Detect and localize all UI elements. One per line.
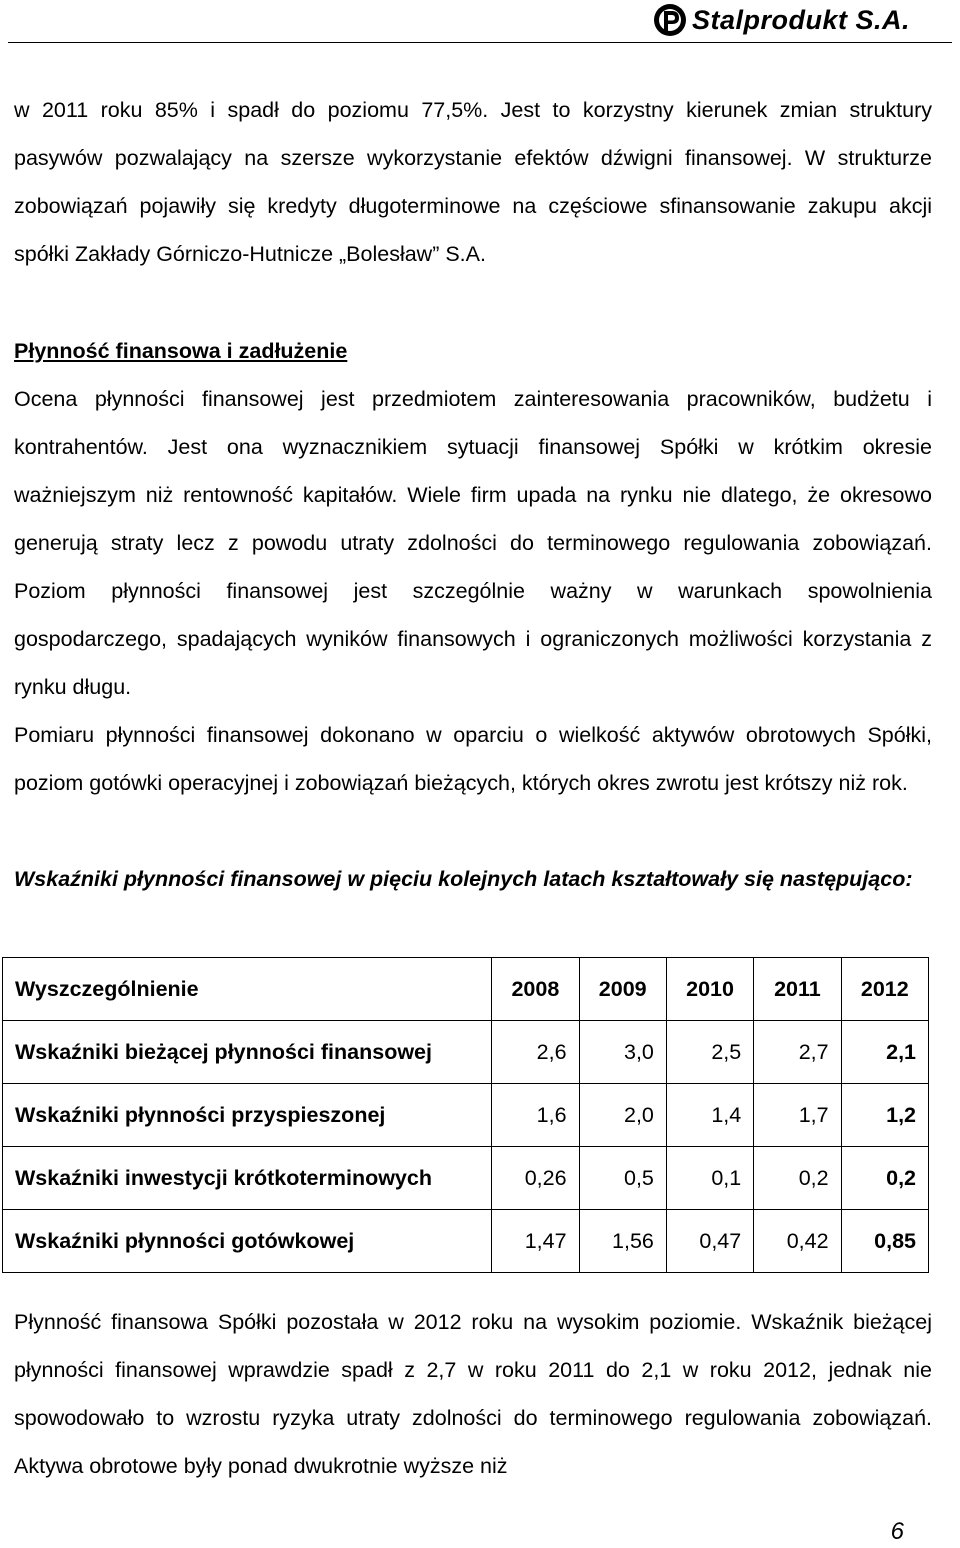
table-cell: 1,56 bbox=[579, 1210, 666, 1273]
table-cell: 2,7 bbox=[754, 1021, 841, 1084]
table-row-label: Wskaźniki płynności gotówkowej bbox=[3, 1210, 492, 1273]
table-cell: 0,85 bbox=[841, 1210, 928, 1273]
table-row bbox=[3, 1084, 929, 1147]
header-divider bbox=[8, 42, 952, 43]
table-cell: 0,2 bbox=[754, 1147, 841, 1210]
table-cell: 1,47 bbox=[492, 1210, 579, 1273]
table-header-cell: 2010 bbox=[666, 958, 753, 1021]
table-cell: 0,47 bbox=[666, 1210, 753, 1273]
table-header-cell: 2012 bbox=[841, 958, 928, 1021]
company-name: Stalprodukt S.A. bbox=[691, 4, 910, 35]
table-row bbox=[3, 1021, 929, 1084]
table-header-cell: Wyszczególnienie bbox=[3, 958, 492, 1021]
table-cell: 0,26 bbox=[492, 1147, 579, 1210]
table-header-cell: 2008 bbox=[492, 958, 579, 1021]
table-cell: 2,6 bbox=[492, 1021, 579, 1084]
table-cell: 2,1 bbox=[841, 1021, 928, 1084]
table-row-label: Wskaźniki płynności przyspieszonej bbox=[3, 1084, 492, 1147]
table-header-cell: 2009 bbox=[579, 958, 666, 1021]
table-row-label: Wskaźniki bieżącej płynności finansowej bbox=[3, 1021, 492, 1084]
table-cell: 0,5 bbox=[579, 1147, 666, 1210]
table-cell: 0,1 bbox=[666, 1147, 753, 1210]
conclusion-paragraph: Płynność finansowa Spółki pozostała w 2012 roku na wysokim poziomie. Wskaźnik bieżącej płynności finansowej wprawdzie spadł z 2,7 w roku 2011 do 2,1 w roku 2012, jednak nie spowodowało to wzrostu ryzyka utraty zdolności do terminowego regulowania zobowiązań. Aktywa obrotowe były ponad dwukrotnie wyższe niż bbox=[14, 1310, 932, 1478]
table-cell: 0,2 bbox=[841, 1147, 928, 1210]
table-cell: 2,5 bbox=[666, 1021, 753, 1084]
table-cell: 0,42 bbox=[754, 1210, 841, 1273]
table-cell: 1,7 bbox=[754, 1084, 841, 1147]
liquidity-intro-paragraph: Ocena płynności finansowej jest przedmiotem zainteresowania pracowników, budżetu i kontrahentów. Jest ona wyznacznikiem sytuacji finansowej Spółki w krótkim okresie ważniejszym niż rentowność kapitałów. Wiele firm upada na rynku nie dlatego, że okresowo generują straty lecz z powodu utraty zdolności do terminowego regulowania zobowiązań. Poziom płynności finansowej jest szczególnie ważny w warunkach spowolnienia gospodarczego, spadających wyników finansowych i ograniczonych możliwości korzystania z rynku długu. bbox=[14, 387, 932, 699]
stalprodukt-logo-icon bbox=[652, 2, 688, 38]
company-logo bbox=[652, 2, 910, 38]
page-header bbox=[0, 0, 960, 46]
page-number: 6 bbox=[890, 1518, 904, 1545]
table-header-cell: 2011 bbox=[754, 958, 841, 1021]
table-row bbox=[3, 1147, 929, 1210]
table-intro-paragraph: Wskaźniki płynności finansowej w pięciu kolejnych latach kształtowały się następująco: bbox=[14, 867, 913, 891]
table-row bbox=[3, 1210, 929, 1273]
table-cell: 2,0 bbox=[579, 1084, 666, 1147]
measurement-paragraph: Pomiaru płynności finansowej dokonano w oparciu o wielkość aktywów obrotowych Spółki, poziom gotówki operacyjnej i zobowiązań bieżących, których okres zwrotu jest krótszy niż rok. bbox=[14, 723, 932, 795]
table-cell: 1,6 bbox=[492, 1084, 579, 1147]
table-row-label: Wskaźniki inwestycji krótkoterminowych bbox=[3, 1147, 492, 1210]
table-cell: 1,2 bbox=[841, 1084, 928, 1147]
continuation-paragraph: w 2011 roku 85% i spadł do poziomu 77,5%. Jest to korzystny kierunek zmian struktury pasywów pozwalający na szersze wykorzystanie efektów dźwigni finansowej. W strukturze zobowiązań pojawiły się kredyty długoterminowe na częściowe sfinansowanie zakupu akcji spółki Zakłady Górniczo-Hutnicze „Bolesław” S.A. bbox=[14, 98, 932, 266]
table-cell: 3,0 bbox=[579, 1021, 666, 1084]
section-heading: Płynność finansowa i zadłużenie bbox=[14, 339, 348, 363]
table-cell: 1,4 bbox=[666, 1084, 753, 1147]
table-header-row bbox=[3, 958, 929, 1021]
liquidity-ratios-table bbox=[2, 957, 929, 1273]
